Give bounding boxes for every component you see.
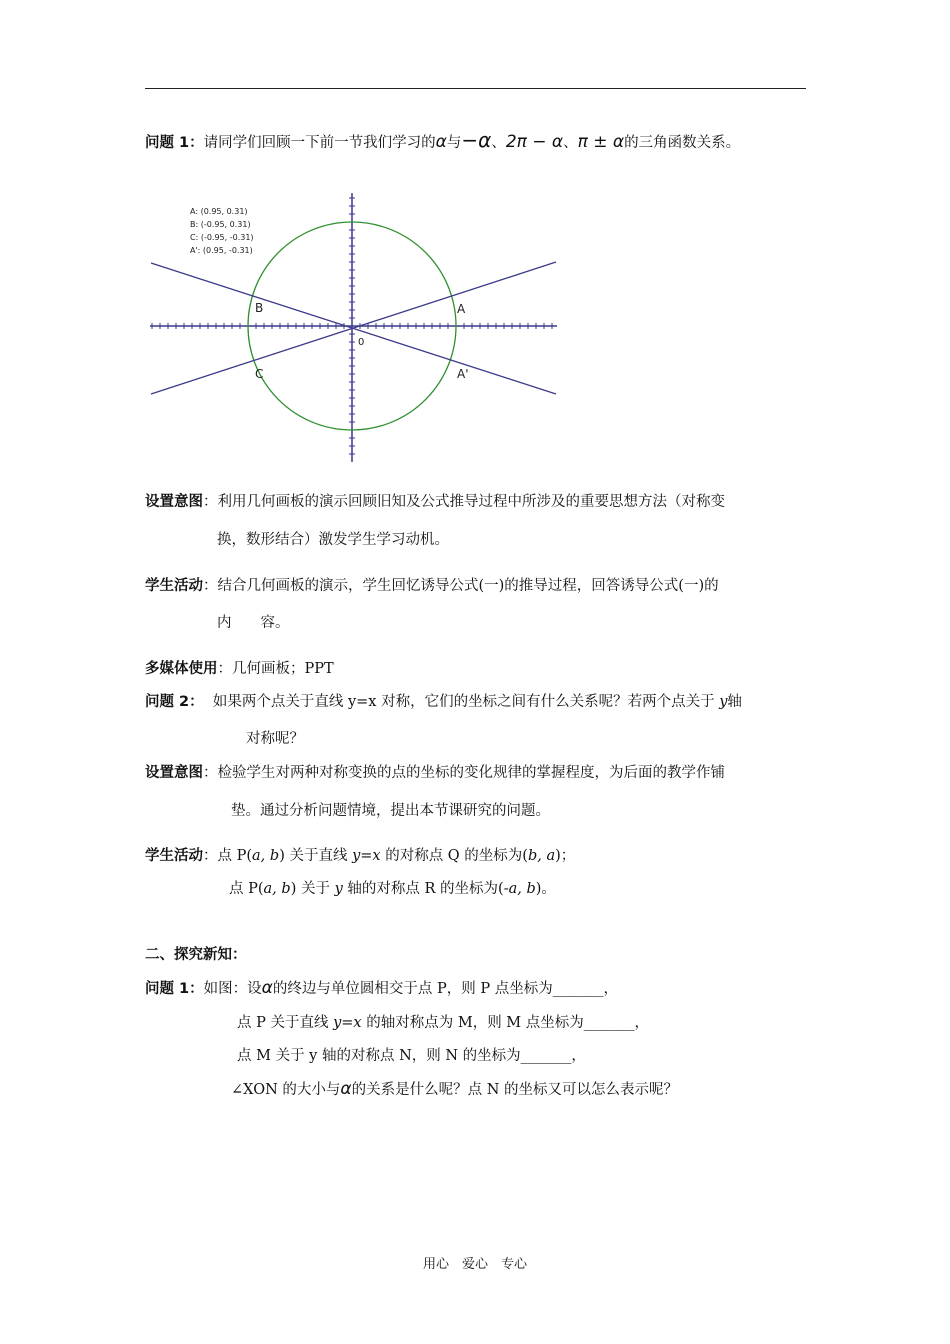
activity-1-text1: ：结合几何画板的演示，学生回忆诱导公式(一)的推导过程，回答诱导公式(一)的: [203, 578, 719, 594]
a2-l2-y: y: [334, 881, 343, 897]
activity-2-line2: [229, 879, 556, 899]
activity-1-line1: [145, 576, 719, 596]
a2-l1-b: ) 关于直线: [279, 848, 353, 864]
eq1-l2-a: 点 P 关于直线: [237, 1015, 334, 1031]
intent-2-text1: ：检验学生对两种对称变换的点的坐标的变化规律的掌握程度，为后面的教学作铺: [203, 765, 725, 781]
question-1-tail: 的三角函数关系。: [624, 135, 741, 151]
explore-q1-line4: [231, 1079, 678, 1100]
header-rule: [145, 88, 806, 89]
question-1-line: [145, 130, 740, 153]
label-b: B: [255, 301, 264, 315]
coord-a: A: (0.95, 0.31): [190, 207, 248, 216]
a2-l1-yx: y=x: [352, 848, 381, 864]
label-a: A: [457, 302, 466, 316]
eq1-l4-b: 的关系是什么呢？点 N 的坐标又可以怎么表示呢？: [351, 1082, 679, 1098]
pi-pm-alpha: π ± α: [577, 132, 625, 152]
sep-2: 、: [563, 135, 578, 151]
neg-alpha: −α: [461, 128, 492, 152]
explore-q1-line1: [145, 978, 618, 999]
coord-c: C: (-0.95, -0.31): [190, 233, 254, 242]
question-1-label: 问题 1：: [145, 135, 204, 151]
intent-2-line2: 垫。通过分析问题情境，提出本节课研究的问题。: [231, 803, 550, 819]
yu-text: 与: [446, 135, 462, 151]
explore-q1-line3: 点 M 关于 y 轴的对称点 N，则 N 的坐标为_______，: [237, 1048, 586, 1064]
question-2-text1: 如果两个点关于直线 y=x 对称，它们的坐标之间有什么关系呢？若两个点关于: [212, 694, 715, 710]
activity-2-label: 学生活动: [145, 848, 203, 864]
a2-l1-a: ：点 P(: [203, 848, 253, 864]
question-2-line1: [145, 692, 742, 712]
question-2-label: 问题 2：: [145, 694, 204, 710]
intent-1-label: 设置意图: [145, 494, 203, 510]
explore-q1-line2: [237, 1013, 649, 1033]
label-a-prime: A': [457, 367, 469, 381]
coord-a-prime: A': (0.95, -0.31): [190, 246, 253, 255]
a2-l2-ab: a, b: [263, 881, 291, 897]
question-1-text: 请同学们回顾一下前一节我们学习的: [203, 135, 436, 151]
question-2-y: y: [719, 694, 728, 710]
question-2-tail: 轴: [727, 694, 742, 710]
activity-1-line2: 内 容。: [217, 615, 290, 631]
eq1-l1-b: 的终边与单位圆相交于点 P，则 P 点坐标为_______，: [272, 981, 618, 997]
intent-2-label: 设置意图: [145, 765, 203, 781]
activity-2-line1: [145, 846, 575, 866]
a2-l2-c: 轴的对称点 R 的坐标为(: [342, 881, 504, 897]
a2-l2-a: 点 P(: [229, 881, 264, 897]
intent-2-line1: [145, 763, 725, 783]
label-origin: 0: [358, 337, 365, 348]
eq1-l4-a: ∠XON 的大小与: [231, 1082, 341, 1098]
coord-b: B: (-0.95, 0.31): [190, 220, 251, 229]
two-pi-minus-alpha: 2π − α: [505, 132, 564, 152]
eq1-alpha: α: [261, 978, 273, 998]
a2-l2-b: ) 关于: [290, 881, 335, 897]
eq1-l1-a: 如图：设: [203, 981, 262, 997]
footer: 用心 爱心 专心: [422, 1257, 527, 1272]
a2-l2-ab2: -a, b: [503, 881, 536, 897]
intent-1-text1: ：利用几何画板的演示回顾旧知及公式推导过程中所涉及的重要思想方法（对称变: [203, 494, 725, 510]
activity-1-label: 学生活动: [145, 578, 203, 594]
sep-1: 、: [491, 135, 506, 151]
a2-l1-d: )；: [555, 848, 576, 864]
media-text: ：几何画板；PPT: [217, 661, 334, 677]
a2-l1-ba: b, a: [527, 848, 556, 864]
a2-l2-d: )。: [535, 881, 556, 897]
a2-l1-ab: a, b: [252, 848, 280, 864]
intent-1-line2: 换，数形结合）激发学生学习动机。: [217, 532, 449, 548]
intent-1-line1: [145, 492, 725, 512]
label-c: C: [255, 367, 264, 381]
media-label: 多媒体使用: [145, 661, 218, 677]
section-2-title: 二、探究新知：: [145, 947, 247, 963]
eq1-l2-yx: y=x: [333, 1015, 362, 1031]
explore-q1-label: 问题 1：: [145, 981, 204, 997]
unit-circle-figure: [145, 190, 565, 470]
a2-l1-c: 的对称点 Q 的坐标为(: [380, 848, 528, 864]
alpha-symbol: α: [435, 132, 447, 152]
question-2-line2: 对称呢？: [246, 731, 304, 747]
media-line: [145, 659, 334, 679]
eq1-l4-alpha: α: [340, 1079, 352, 1099]
eq1-l2-b: 的轴对称点为 M，则 M 点坐标为_______，: [361, 1015, 650, 1031]
